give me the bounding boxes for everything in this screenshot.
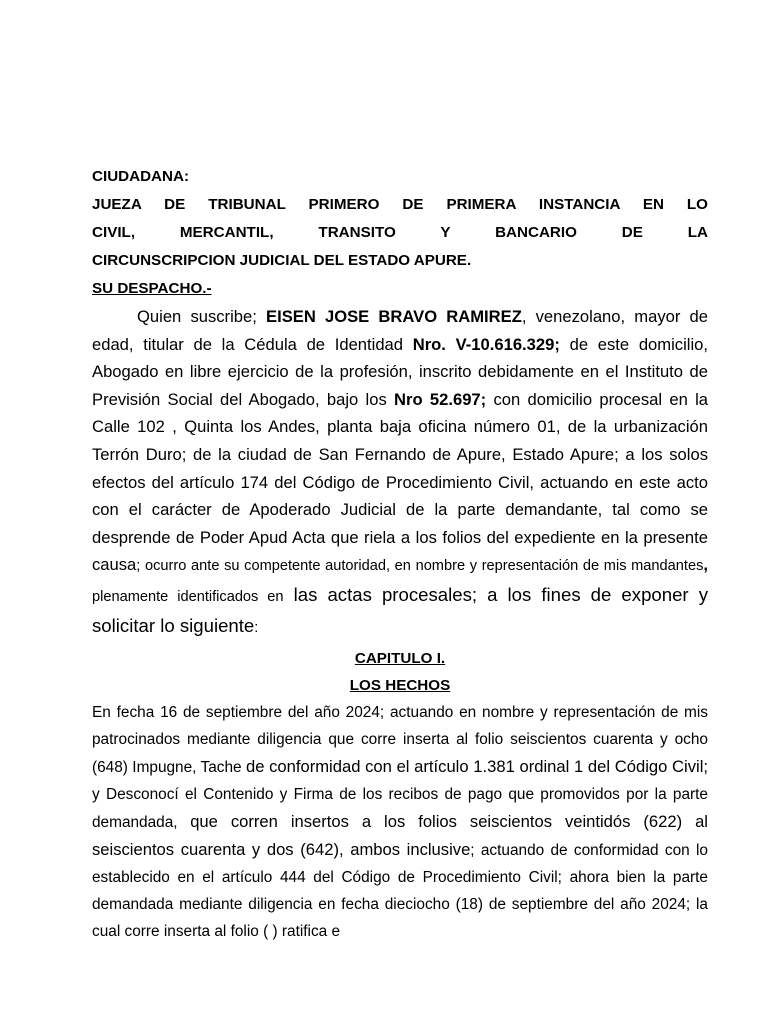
id-number: Nro. V-10.616.329;: [412, 334, 560, 354]
intro-text-4: con domicilio procesal en la Calle 102 , Quinta los Andes, planta baja oficina número 01, de la urbanización Terrón Duro; de la ciudad de San Fernando de Apure, Estado Apure; a los solos efectos del artículo 174 del Código de Procedimiento Civil, actuando en este acto con el carácter de Apoderado Judicial de la parte demandante, tal como se desprende de Poder Apud Acta que riela a los folios del expediente en la presente causa: [92, 389, 709, 575]
intro-comma: ,: [703, 555, 708, 575]
bar-number: Nro 52.697;: [394, 389, 487, 409]
intro-text-1: Quien suscribe;: [137, 307, 267, 326]
intro-text-8: :: [254, 619, 259, 636]
facts-text-2: de conformidad con el artículo 1.381 ordinal 1 del Código Civil;: [245, 757, 708, 777]
intro-text-2: , venezolano, mayor de edad, titular de la Cédula de Identidad: [92, 307, 709, 354]
intro-text-6: plenamente identificados en: [92, 588, 284, 605]
addressee-court-line-1: JUEZA DE TRIBUNAL PRIMERO DE PRIMERA INSTANCIA EN LO: [92, 196, 708, 213]
chapter-subtitle: LOS HECHOS: [349, 677, 451, 695]
facts-text-5: ; actuando de conformidad con lo establecido en el artículo 444 del Código de Procedimiento Civil; ahora bien la parte demandada mediante diligencia en fecha dieciocho (18) de septiembre del año 2024; la cual corre inserta al folio ( ) ratifica e: [92, 842, 708, 941]
addressee-court-line-3: CIRCUNSCRIPCION JUDICIAL DEL ESTADO APURE.: [92, 252, 472, 269]
facts-text-3: y Desconocí el Contenido y Firma de los recibos de pago que promovidos por la parte demandada,: [92, 786, 708, 832]
addressee-court-line-2: CIVIL, MERCANTIL, TRANSITO Y BANCARIO DE LA: [92, 224, 708, 241]
chapter-title: CAPITULO I.: [354, 650, 446, 668]
intro-text-5: ; ocurro ante su competente autoridad, en nombre y representación de mis mandantes: [136, 558, 704, 575]
facts-text-4: que corren insertos a los folios seiscientos veintidós (622) al seiscientos cuarenta y dos (642), ambos inclusive: [92, 812, 708, 860]
document-body: [92, 163, 708, 945]
addressee-despacho: SU DESPACHO.-: [92, 280, 212, 297]
intro-paragraph: [92, 303, 708, 642]
facts-text-1: En fecha 16 de septiembre del año 2024; actuando en nombre y representación de mis patrocinados mediante diligencia que corre inserta al folio seiscientos cuarenta y ocho (648) Impugne, Tache: [92, 704, 708, 777]
intro-text-7: las actas procesales; a los fines de exponer y solicitar lo siguiente: [92, 583, 708, 636]
addressee-title: CIUDADANA:: [92, 168, 190, 185]
intro-text-3: de este domicilio, Abogado en libre ejercicio de la profesión, inscrito debidamente en el Instituto de Previsión Social del Abogado, bajo los: [92, 334, 708, 409]
facts-paragraph: [92, 699, 708, 945]
lawyer-name: EISEN JOSE BRAVO RAMIREZ: [266, 307, 522, 326]
